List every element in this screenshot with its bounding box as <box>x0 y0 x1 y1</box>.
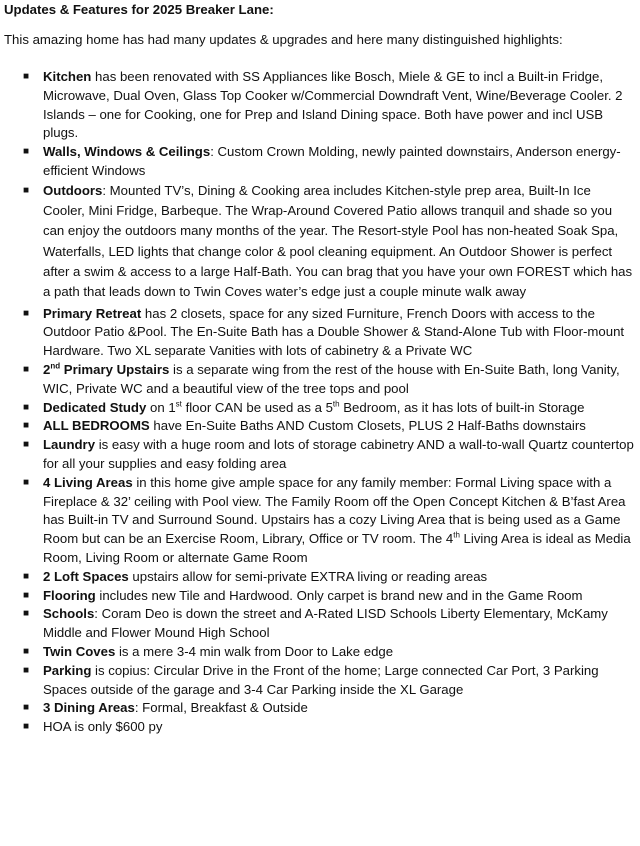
list-item-dining <box>4 699 636 718</box>
list-item-study <box>4 399 636 418</box>
square-bullet-icon: ■ <box>23 184 30 196</box>
item-text: is easy with a huge room and lots of storage cabinetry AND a wall-to-wall Quartz countertop for all your supplies and easy folding area <box>43 437 634 471</box>
item-heading: Flooring <box>43 587 96 603</box>
item-text: have En-Suite Baths AND Custom Closets, PLUS 2 Half-Baths downstairs <box>149 418 586 434</box>
list-item-kitchen <box>4 68 636 143</box>
list-item-primary-upstairs <box>4 361 636 399</box>
list-item-bedrooms <box>4 417 636 436</box>
document-title: Updates & Features for 2025 Breaker Lane: <box>4 2 274 17</box>
square-bullet-icon: ■ <box>23 570 30 582</box>
square-bullet-icon: ■ <box>23 645 30 657</box>
item-heading: 2 Loft Spaces <box>43 568 129 584</box>
square-bullet-icon: ■ <box>23 589 30 601</box>
item-text: : Coram Deo is down the street and A-Rated LISD Schools Liberty Elementary, McKamy Middle and Flower Mound High School <box>43 606 608 641</box>
item-text: upstairs allow for semi-private EXTRA living or reading areas <box>128 568 488 584</box>
square-bullet-icon: ■ <box>23 439 30 451</box>
item-text: : Custom Crown Molding, newly painted downstairs, Anderson energy-efficient Windows <box>43 144 621 178</box>
list-item-laundry <box>4 436 636 474</box>
square-bullet-icon: ■ <box>23 307 30 319</box>
item-text: is a separate wing from the rest of the house with En-Suite Bath, long Vanity, WIC, Private WC and a beautiful view of the tree tops and pool <box>43 361 620 396</box>
list-item-primary-retreat <box>4 305 636 361</box>
item-heading: ALL BEDROOMS <box>43 418 150 434</box>
item-heading: Laundry <box>43 437 96 453</box>
item-text: : Formal, Breakfast & Outside <box>134 700 308 716</box>
square-bullet-icon: ■ <box>23 71 30 82</box>
item-text: is a mere 3-4 min walk from Door to Lake edge <box>115 643 394 659</box>
square-bullet-icon: ■ <box>23 476 30 488</box>
item-heading: Walls, Windows & Ceilings <box>43 144 211 160</box>
square-bullet-icon: ■ <box>23 420 30 432</box>
list-item-schools <box>4 605 636 643</box>
item-heading: Kitchen <box>43 69 92 84</box>
list-item-parking <box>4 662 636 700</box>
item-text: has been renovated with SS Appliances like Bosch, Miele & GE to incl a Built-in Fridge, Microwave, Dual Oven, Glass Top Cooker w/Commercial Downdraft Vent, Wine/Beverage Cooler. 2 Islands – one for Cooking, one for Prep and Island Dining space. Both have power and incl USB plugs. <box>43 69 623 141</box>
item-heading: Parking <box>43 662 92 678</box>
list-item-lofts <box>4 568 636 587</box>
list-item-twin-coves <box>4 643 636 662</box>
item-text: in this home give ample space for any family member: Formal Living space with a Fireplace & 32’ ceiling with Pool view. The Family Room off the Open Concept Kitchen & B’fast Area has Built-in TV and Surround Sound. Upstairs has a cozy Living Area that is being used as a Game Room but can be an Exercise Room, Library, Office or TV room. The 4th Living Area is ideal as Media Room, Living Room or alternate Game Room <box>43 474 631 565</box>
list-item-hoa <box>4 718 636 737</box>
list-item-walls <box>4 143 636 181</box>
item-text: on 1st floor CAN be used as a 5th Bedroom, as it has lots of built-in Storage <box>146 399 585 415</box>
list-item-flooring <box>4 587 636 606</box>
item-heading: Schools <box>43 606 95 622</box>
item-text: includes new Tile and Hardwood. Only carpet is brand new and in the Game Room <box>95 587 583 603</box>
square-bullet-icon: ■ <box>23 721 30 733</box>
list-item-living-areas <box>4 474 636 568</box>
square-bullet-icon: ■ <box>23 146 30 158</box>
features-list <box>4 68 636 737</box>
square-bullet-icon: ■ <box>23 363 30 375</box>
item-heading: Dedicated Study <box>43 399 147 415</box>
square-bullet-icon: ■ <box>23 664 30 676</box>
square-bullet-icon: ■ <box>23 401 30 413</box>
item-heading: Twin Coves <box>43 643 116 659</box>
item-text: HOA is only $600 py <box>43 719 163 735</box>
item-heading: 3 Dining Areas <box>43 700 135 716</box>
square-bullet-icon: ■ <box>23 608 30 620</box>
item-heading: 2nd Primary Upstairs <box>43 361 170 377</box>
item-text: has 2 closets, space for any sized Furniture, French Doors with access to the Outdoor Patio &Pool. The En-Suite Bath has a Double Shower & Stand-Alone Tub with Floor-mount Hardware. Two XL separate Vanities with lots of cabinetry & a Private WC <box>43 305 625 359</box>
square-bullet-icon: ■ <box>23 702 30 714</box>
item-text: is copius: Circular Drive in the Front of the home; Large connected Car Port, 3 Parking Spaces outside of the garage and 3-4 Car Parking inside the XL Garage <box>43 662 599 697</box>
item-heading: Primary Retreat <box>43 305 142 321</box>
list-item-outdoors <box>4 181 636 303</box>
item-heading: 4 Living Areas <box>43 474 133 490</box>
item-heading: Outdoors <box>43 182 103 198</box>
item-text: : Mounted TV’s, Dining & Cooking area includes Kitchen-style prep area, Built-In Ice Cooler, Mini Fridge, Barbeque. The Wrap-Around Covered Patio allows tranquil and shade so you can enjoy the outdoors many months of the year. The Resort-style Pool has non-heated Soak Spa, Waterfalls, LED lights that change color & pool cleaning equipment. An Outdoor Shower is perfect after a swim & access to a large Half-Bath. You can brag that you have your own FOREST which has a path that leads down to Twin Coves water’s edge just a couple minute walk away <box>43 182 633 300</box>
intro-paragraph: This amazing home has had many updates & upgrades and here many distinguished highlights: <box>4 32 563 47</box>
